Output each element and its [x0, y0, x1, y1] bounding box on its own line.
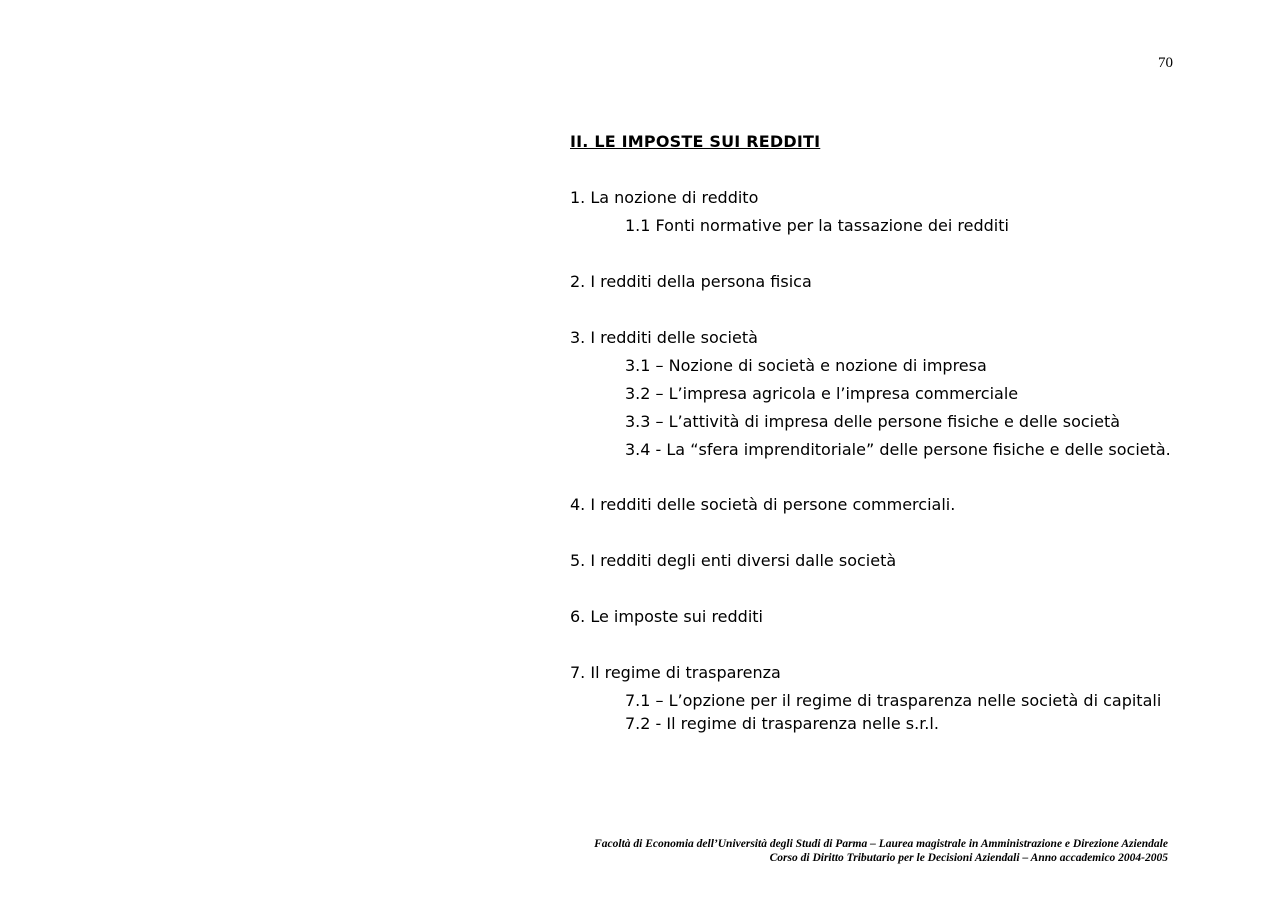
- footer-line-institution: Facoltà di Economia dell’Università degli Studi di Parma – Laurea magistrale in Amministrazione e Direzione Aziendale: [594, 838, 1168, 850]
- page-footer: [540, 837, 1168, 865]
- toc-section: 1. La nozione di reddito: [570, 188, 759, 207]
- toc-section: 2. I redditi della persona fisica: [570, 272, 812, 291]
- toc-section: 3. I redditi delle società: [570, 328, 758, 347]
- toc-section: 6. Le imposte sui redditi: [570, 607, 763, 626]
- toc-subsection: 3.1 – Nozione di società e nozione di impresa: [625, 356, 987, 375]
- toc-subsection: 3.2 – L’impresa agricola e l’impresa commerciale: [625, 384, 1019, 403]
- toc-section: 4. I redditi delle società di persone commerciali.: [570, 495, 956, 514]
- toc-section: 5. I redditi degli enti diversi dalle società: [570, 551, 897, 570]
- toc-subsection: 7.2 - Il regime di trasparenza nelle s.r.l.: [625, 714, 939, 733]
- toc-subsection: 3.3 – L’attività di impresa delle persone fisiche e delle società: [625, 412, 1121, 431]
- page-number: 70: [1158, 55, 1173, 71]
- toc-subsection: 1.1 Fonti normative per la tassazione dei redditi: [625, 216, 1009, 235]
- toc-subsection: 7.1 – L’opzione per il regime di trasparenza nelle società di capitali: [625, 691, 1162, 710]
- toc-section: 7. Il regime di trasparenza: [570, 663, 781, 682]
- toc-subsection: 3.4 - La “sfera imprenditoriale” delle persone fisiche e delle società.: [625, 440, 1171, 459]
- footer-line-course: Corso di Diritto Tributario per le Decisioni Aziendali – Anno accademico 2004-2005: [769, 852, 1168, 864]
- toc-title: II. LE IMPOSTE SUI REDDITI: [570, 132, 821, 151]
